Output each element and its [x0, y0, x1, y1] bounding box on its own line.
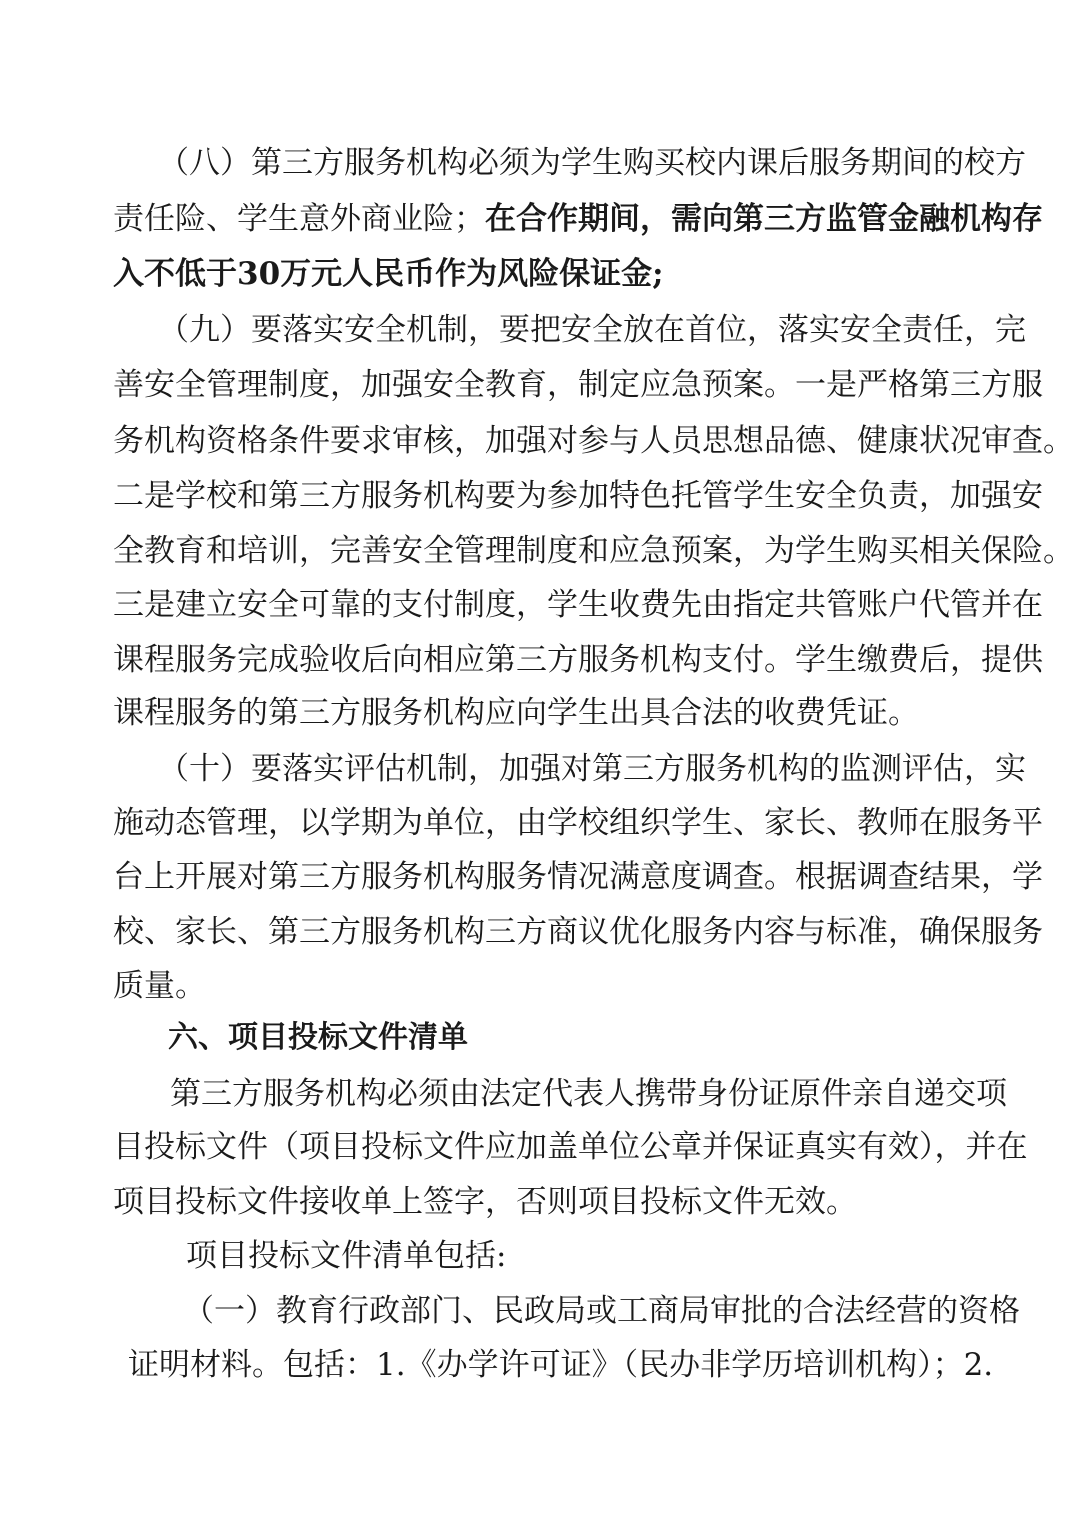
section-10-line-2: 施动态管理，以学期为单位，由学校组织学生、家长、教师在服务平: [113, 805, 1043, 841]
list-intro: 项目投标文件清单包括:: [186, 1238, 507, 1274]
section-10-line-1: （十）要落实评估机制，加强对第三方服务机构的监测评估，实: [158, 751, 1026, 787]
section-9-line-6: 三是建立安全可靠的支付制度，学生收费先由指定共管账户代管并在: [113, 587, 1043, 623]
section-10-line-4: 校、家长、第三方服务机构三方商议优化服务内容与标准，确保服务: [113, 914, 1043, 950]
section-9-line-1: （九）要落实安全机制，要把安全放在首位，落实安全责任，完: [158, 312, 1026, 348]
section-9-line-7: 课程服务完成验收后向相应第三方服务机构支付。学生缴费后，提供: [113, 642, 1043, 678]
section-9-line-5: 全教育和培训，完善安全管理制度和应急预案，为学生购买相关保险。: [113, 533, 1074, 569]
section-10-line-3: 台上开展对第三方服务机构服务情况满意度调查。根据调查结果，学: [113, 859, 1043, 895]
heading-section-6: 六、项目投标文件清单: [168, 1020, 468, 1055]
section-10-line-5: 质量。: [113, 968, 206, 1004]
item-1-line-2: 证明材料。包括：1.《办学许可证》（民办非学历培训机构）；2.: [128, 1347, 994, 1383]
section-9-line-8: 课程服务的第三方服务机构应向学生出具合法的收费凭证。: [113, 695, 919, 731]
intro-line-2: 目投标文件（项目投标文件应加盖单位公章并保证真实有效），并在: [113, 1129, 1028, 1165]
section-8-line-3: 入不低于30万元人民币作为风险保证金;: [113, 256, 664, 292]
section-9-line-3: 务机构资格条件要求审核，加强对参与人员思想品德、健康状况审查。: [113, 423, 1074, 459]
intro-line-3: 项目投标文件接收单上签字，否则项目投标文件无效。: [113, 1184, 857, 1220]
section-8-line-2-bold: 在合作期间，需向第三方监管金融机构存: [485, 201, 1043, 237]
intro-line-1: 第三方服务机构必须由法定代表人携带身份证原件亲自递交项: [170, 1076, 1007, 1112]
section-9-line-4: 二是学校和第三方服务机构要为参加特色托管学生安全负责，加强安: [113, 478, 1043, 514]
section-8-line-1: （八）第三方服务机构必须为学生购买校内课后服务期间的校方: [158, 145, 1026, 181]
section-8-line-2: [113, 199, 1043, 239]
section-8-line-2-regular: 责任险、学生意外商业险；: [113, 201, 485, 237]
section-9-line-2: 善安全管理制度，加强安全教育，制定应急预案。一是严格第三方服: [113, 367, 1043, 403]
item-1-line-1: （一）教育行政部门、民政局或工商局审批的合法经营的资格: [183, 1293, 1020, 1329]
